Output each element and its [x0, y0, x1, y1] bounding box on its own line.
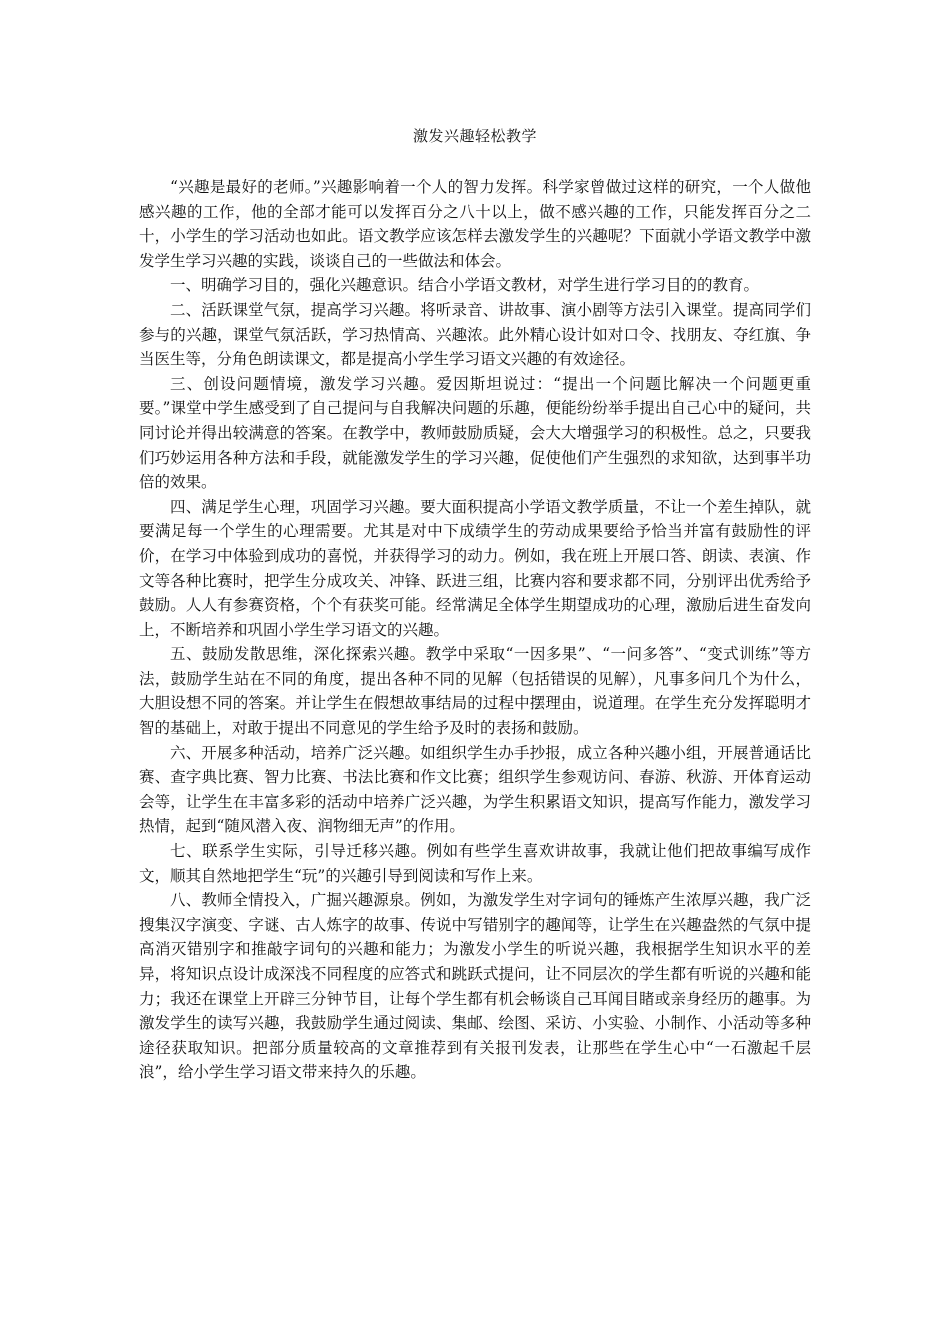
document-title: 激发兴趣轻松教学 — [412, 127, 537, 145]
paragraph-6: 六、开展多种活动，培养广泛兴趣。如组织学生办手抄报，成立各种兴趣小组，开展普通话比赛、查字典比赛、智力比赛、书法比赛和作文比赛；组织学生参观访问、春游、秋游、开体育运动会等，让学生在丰富多彩的活动中培养广泛兴趣，为学生积累语文知识，提高写作能力，激发学习热情，起到“随风潜入夜、润物细无声”的作用。 — [139, 743, 811, 836]
document-body — [139, 175, 811, 1085]
paragraph-2: 二、活跃课堂气氛，提高学习兴趣。将听录音、讲故事、演小剧等方法引入课堂。提高同学们参与的兴趣，课堂气氛活跃，学习热情高、兴趣浓。此外精心设计如对口令、找朋友、夺红旗、争当医生等，分角色朗读课文，都是提高小学生学习语文兴趣的有效途径。 — [139, 300, 811, 369]
paragraph-8: 八、教师全情投入，广掘兴趣源泉。例如，为激发学生对字词句的锤炼产生浓厚兴趣，我广泛搜集汉字演变、字谜、古人炼字的故事、传说中写错别字的趣闻等，让学生在兴趣盎然的气氛中提高消灭错别字和推敲字词句的兴趣和能力；为激发小学生的听说兴趣，我根据学生知识水平的差异，将知识点设计成深浅不同程度的应答式和跳跃式提问，让不同层次的学生都有听说的兴趣和能力；我还在课堂上开辟三分钟节目，让每个学生都有机会畅谈自己耳闻目睹或亲身经历的趣事。为激发学生的读写兴趣，我鼓励学生通过阅读、集邮、绘图、采访、小实验、小制作、小活动等多种途径获取知识。把部分质量较高的文章推荐到有关报刊发表，让那些在学生心中“一石激起千层浪”，给小学生学习语文带来持久的乐趣。 — [139, 891, 811, 1082]
paragraph-7: 七、联系学生实际，引导迁移兴趣。例如有些学生喜欢讲故事，我就让他们把故事编写成作文，顺其自然地把学生“玩”的兴趣引导到阅读和写作上来。 — [139, 842, 811, 885]
paragraph-intro: “兴趣是最好的老师。”兴趣影响着一个人的智力发挥。科学家曾做过这样的研究，一个人做他感兴趣的工作，他的全部才能可以发挥百分之八十以上，做不感兴趣的工作，只能发挥百分之二十，小学生的学习活动也如此。语文教学应该怎样去激发学生的兴趣呢？下面就小学语文教学中激发学生学习兴趣的实践，谈谈自己的一些做法和体会。 — [139, 178, 811, 270]
paragraph-1: 一、明确学习目的，强化兴趣意识。结合小学语文教材，对学生进行学习目的的教育。 — [170, 276, 760, 295]
paragraph-3: 三、创设问题情境，激发学习兴趣。爱因斯坦说过：“提出一个问题比解决一个问题更重要。”课堂中学生感受到了自己提问与自我解决问题的乐趣，便能纷纷举手提出自己心中的疑问，共同讨论并得出较满意的答案。在教学中，教师鼓励质疑，会大大增强学习的积极性。总之，只要我们巧妙运用各种方法和手段，就能激发学生的学习兴趣，促使他们产生强烈的求知欲，达到事半功倍的效果。 — [139, 374, 811, 492]
paragraph-4: 四、满足学生心理，巩固学习兴趣。要大面积提高小学语文教学质量，不让一个差生掉队，就要满足每一个学生的心理需要。尤其是对中下成绩学生的劳动成果要给予恰当并富有鼓励性的评价，在学习中体验到成功的喜悦，并获得学习的动力。例如，我在班上开展口答、朗读、表演、作文等各种比赛时，把学生分成攻关、冲锋、跃进三组，比赛内容和要求都不同，分别评出优秀给予鼓励。人人有参赛资格，个个有获奖可能。经常满足全体学生期望成功的心理，激励后进生奋发向上，不断培养和巩固小学生学习语文的兴趣。 — [139, 497, 811, 639]
paragraph-5: 五、鼓励发散思维，深化探索兴趣。教学中采取“一因多果”、“一问多答”、“变式训练”等方法，鼓励学生站在不同的角度，提出各种不同的见解（包括错误的见解），凡事多问几个为什么，大胆设想不同的答案。并让学生在假想故事结局的过程中摆理由，说道理。在学生充分发挥聪明才智的基础上，对敢于提出不同意见的学生给予及时的表扬和鼓励。 — [139, 645, 811, 738]
